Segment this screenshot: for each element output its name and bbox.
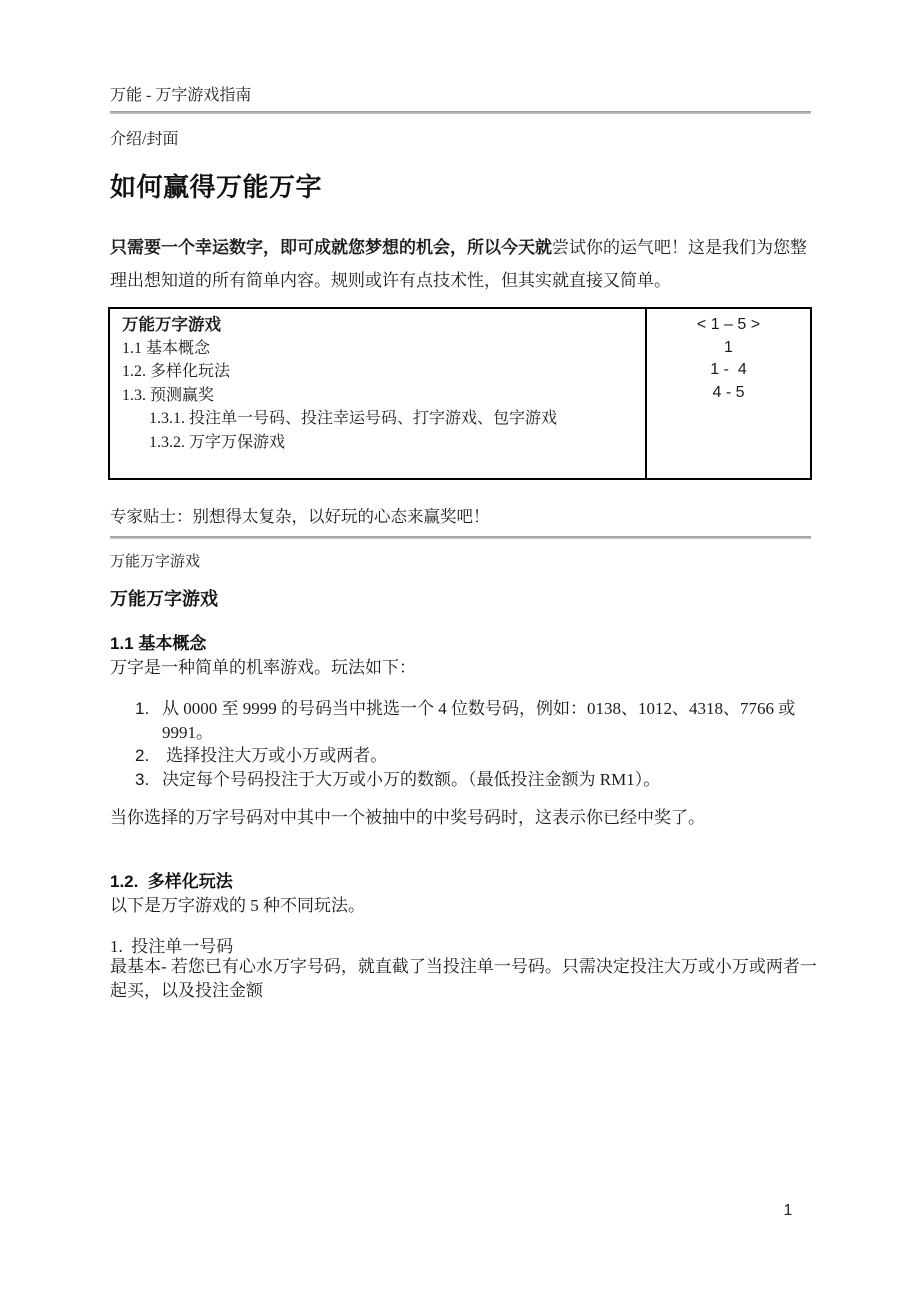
section-title: 万能万字游戏 <box>110 589 218 609</box>
winning-note-paragraph: 当你选择的万字号码对中其中一个被抽中的中奖号码时，这表示你已经中奖了。 <box>110 808 705 827</box>
toc-page-range: 1 - 4 <box>710 361 747 378</box>
toc-table-left-column <box>110 309 647 478</box>
intro-cover-label: 介绍/封面 <box>110 131 179 148</box>
horizontal-rule-middle <box>110 536 811 539</box>
list-item <box>135 697 811 744</box>
play-type-1-title: 1. 投注单一号码 <box>110 937 234 956</box>
toc-row: 万能万字游戏 <box>122 315 221 334</box>
list-item-number: 3. <box>135 769 150 789</box>
lead-paragraph <box>110 231 816 297</box>
section-1-1-intro: 万字是一种简单的机率游戏。玩法如下： <box>110 658 416 677</box>
toc-row: 1.3. 预测赢奖 <box>122 386 215 404</box>
list-item-number: 1. <box>135 699 150 718</box>
running-header: 万能 - 万字游戏指南 <box>110 87 252 104</box>
list-item-text: 从 0000 至 9999 的号码当中挑选一个 4 位数号码，例如：0138、1012、4318、7766 或 9991。 <box>162 699 800 742</box>
toc-table-page-column <box>647 309 810 478</box>
rules-ordered-list <box>135 697 811 791</box>
heading-1-1: 1.1 基本概念 <box>110 634 207 653</box>
page-number: 1 <box>783 1202 793 1219</box>
page-title: 如何赢得万能万字 <box>110 172 323 202</box>
list-item <box>135 744 811 768</box>
section-1-2-intro: 以下是万字游戏的 5 种不同玩法。 <box>110 896 365 915</box>
horizontal-rule-top <box>110 111 811 114</box>
section-running-label: 万能万字游戏 <box>110 554 201 570</box>
list-item-text: 决定每个号码投注于大万或小万的数额。（最低投注金额为 RM1）。 <box>162 769 661 789</box>
expert-tip: 专家贴士：别想得太复杂，以好玩的心态来赢奖吧！ <box>110 507 490 526</box>
toc-table <box>108 307 812 480</box>
lead-paragraph-bold: 只需要一个幸运数字，即可成就您梦想的机会，所以今天就 <box>110 238 552 257</box>
list-item <box>135 768 811 792</box>
toc-row: 1.3.2. 万字万保游戏 <box>149 433 286 451</box>
toc-row: 1.2. 多样化玩法 <box>122 363 231 380</box>
toc-page-range: < 1 – 5 > <box>696 316 761 333</box>
toc-row: 1.1 基本概念 <box>122 339 211 357</box>
heading-1-2: 1.2. 多样化玩法 <box>110 872 233 891</box>
toc-row: 1.3.1. 投注单一号码、投注幸运号码、打字游戏、包字游戏 <box>149 410 558 427</box>
lead-paragraph-regular: 尝试你的运气吧！这是我们为您整理出想知道的所有简单内容。规则或许有点技术性，但其实就直接又简单。 <box>110 238 807 290</box>
play-type-1-body: 最基本- 若您已有心水万字号码，就直截了当投注单一号码。只需决定投注大万或小万或两者一起买，以及投注金额 <box>110 957 817 1000</box>
toc-page-range: 4 - 5 <box>712 383 745 401</box>
toc-page-range: 1 <box>724 338 733 356</box>
list-item-number: 2. <box>135 746 150 765</box>
list-item-text: 选择投注大万或小万或两者。 <box>162 746 388 765</box>
